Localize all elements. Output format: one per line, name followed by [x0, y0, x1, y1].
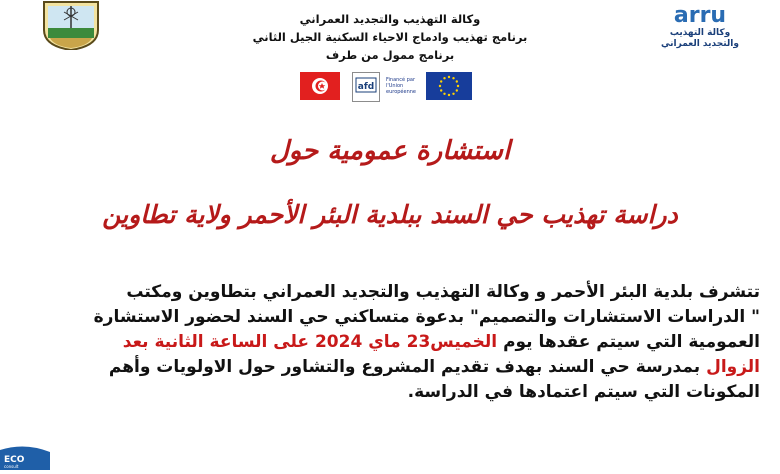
agency-heading: [200, 10, 580, 64]
arru-caption-line1: وكالة التهذيب: [669, 28, 731, 38]
body-line-4: [40, 355, 760, 380]
agency-name: وكالة التهذيب والتجديد العمراني: [299, 12, 481, 26]
body-line-2: " الدراسات الاستشارات والتصميم" بدعوة متساكني حي السند لحضور الاستشارة: [93, 307, 760, 327]
afd-logo: [352, 72, 380, 102]
arru-logo: [660, 0, 740, 60]
eco-consult-logo: [0, 440, 50, 470]
afd-text: afd: [357, 82, 375, 92]
municipality-logo: [40, 0, 102, 50]
body-line-3: [40, 330, 760, 355]
body-line-1: تتشرف بلدية البئر الأحمر و وكالة التهذيب والتجديد العمراني بتطاوين ومكتب: [126, 282, 760, 302]
eco-sub-text: consult: [4, 464, 19, 469]
funding-caption: برنامج ممول من طرف: [325, 48, 455, 62]
eco-brand-text: ECO: [4, 455, 25, 465]
eu-flag-icon: [426, 72, 472, 100]
body-line-3-text: العمومية التي سيتم عقدها يوم: [503, 332, 760, 352]
announcement-body: [40, 280, 760, 405]
document-header: [0, 0, 780, 100]
meeting-time-suffix: الزوال: [706, 357, 760, 377]
tunisia-flag-icon: [300, 72, 340, 100]
funders-logos: [300, 72, 475, 102]
body-line-5: المكونات التي سيتم اعتمادها في الدراسة.: [407, 382, 760, 402]
study-title: دراسة تهذيب حي السند ببلدية البئر الأحمر ولاية تطاوين: [102, 200, 678, 229]
eu-caption: Financé par l'Union européenne: [386, 72, 422, 100]
arru-caption-line2: والتجديد العمراني: [661, 39, 739, 49]
arru-brand-text: arru: [673, 3, 727, 28]
consultation-title: استشارة عمومية حول: [269, 136, 511, 166]
meeting-date: الخميس23 ماي 2024 على الساعة الثانية بعد: [122, 332, 498, 352]
body-line-4-text: بمدرسة حي السند بهدف تقديم المشروع والتشاور حول الاولويات وأهم: [108, 357, 701, 377]
program-name: برنامج تهذيب وادماج الاحياء السكنية الجيل الثاني: [252, 30, 528, 44]
